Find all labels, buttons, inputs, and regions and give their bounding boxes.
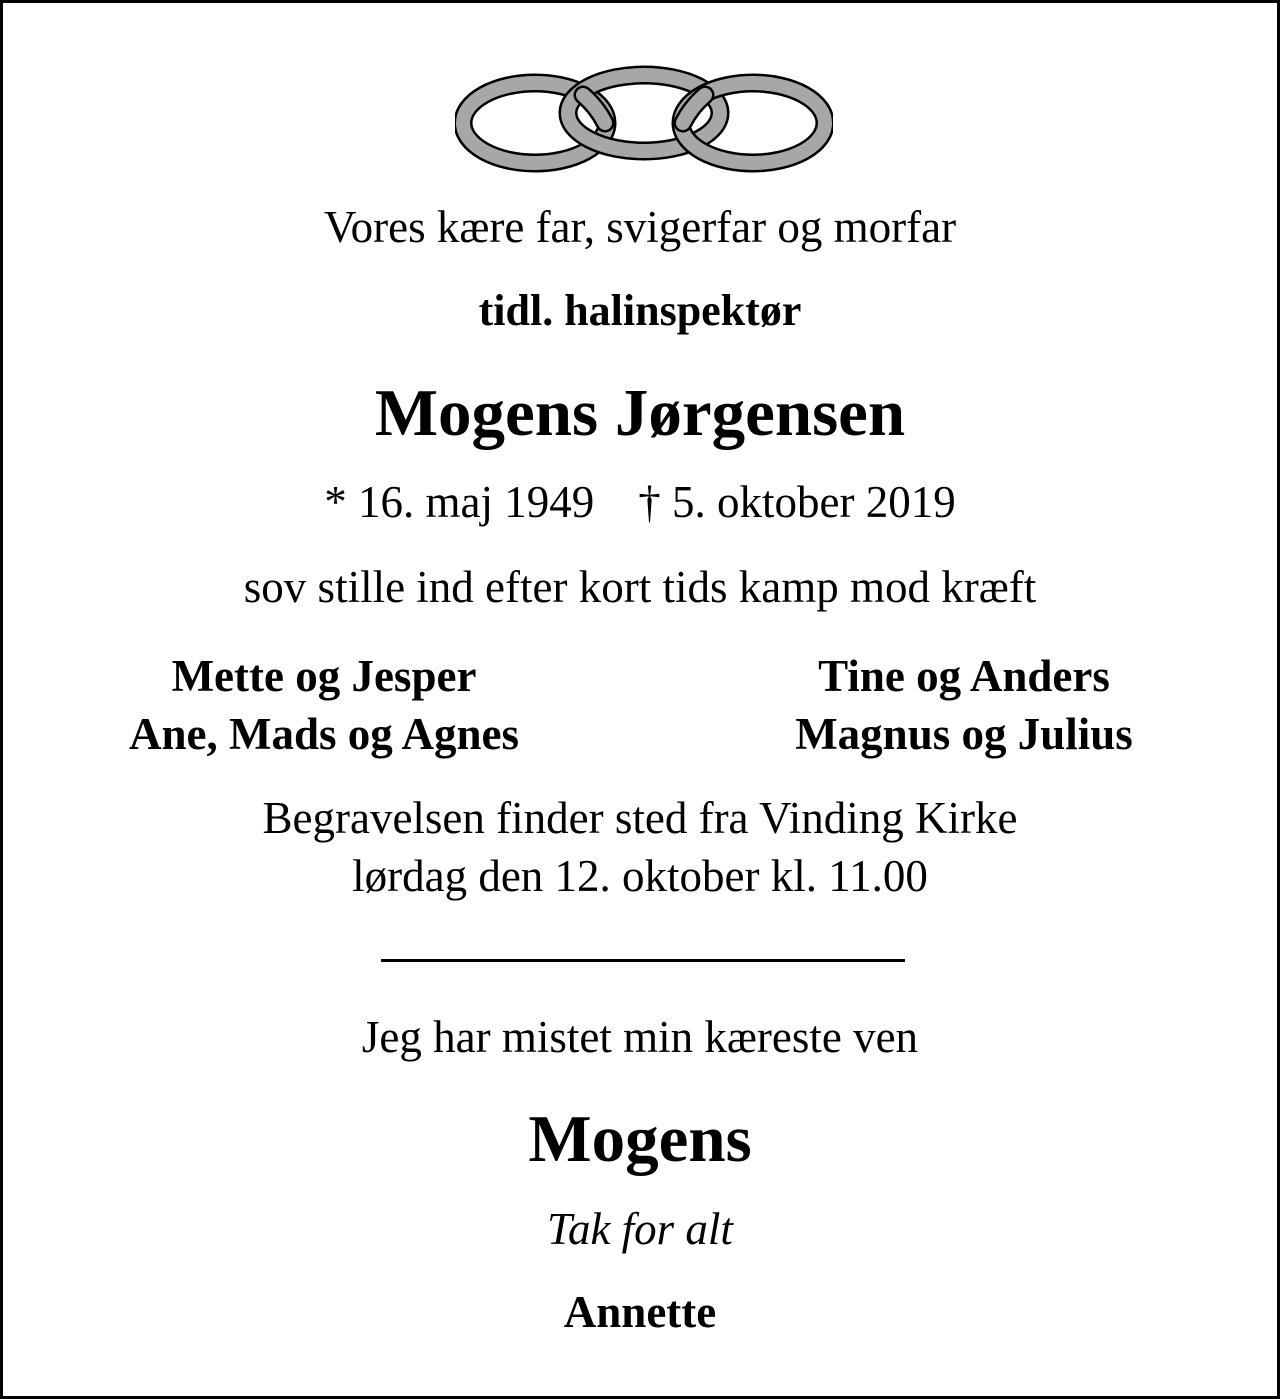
funeral-time: lørdag den 12. oktober kl. 11.00 [352, 851, 928, 901]
second-intro: Jeg har mistet min kæreste ven [361, 1012, 919, 1062]
family-name-line: Mette og Jesper [171, 651, 477, 701]
deceased-title: tidl. halinspektør [478, 286, 802, 335]
divider-rule [381, 959, 905, 962]
deceased-name: Mogens Jørgensen [374, 376, 906, 450]
family-right [664, 647, 1264, 763]
chain-rings-icon [455, 63, 833, 173]
death-date: † 5. oktober 2019 [638, 477, 956, 527]
family-name-line: Ane, Mads og Agnes [128, 709, 520, 759]
family-left [24, 647, 624, 763]
funeral-location: Begravelsen finder sted fra Vinding Kirke [262, 793, 1018, 843]
life-dates [3, 477, 1277, 527]
second-name: Mogens [528, 1102, 752, 1176]
cause-line: sov stille ind efter kort tids kamp mod kræft [243, 562, 1037, 612]
family-name-line: Magnus og Julius [795, 709, 1133, 759]
thanks-line: Tak for alt [547, 1204, 733, 1254]
family-name-line: Tine og Anders [818, 651, 1110, 701]
signature: Annette [563, 1287, 717, 1337]
funeral-info [3, 789, 1277, 905]
intro-line: Vores kære far, svigerfar og morfar [323, 202, 957, 252]
birth-date: * 16. maj 1949 [324, 477, 595, 527]
